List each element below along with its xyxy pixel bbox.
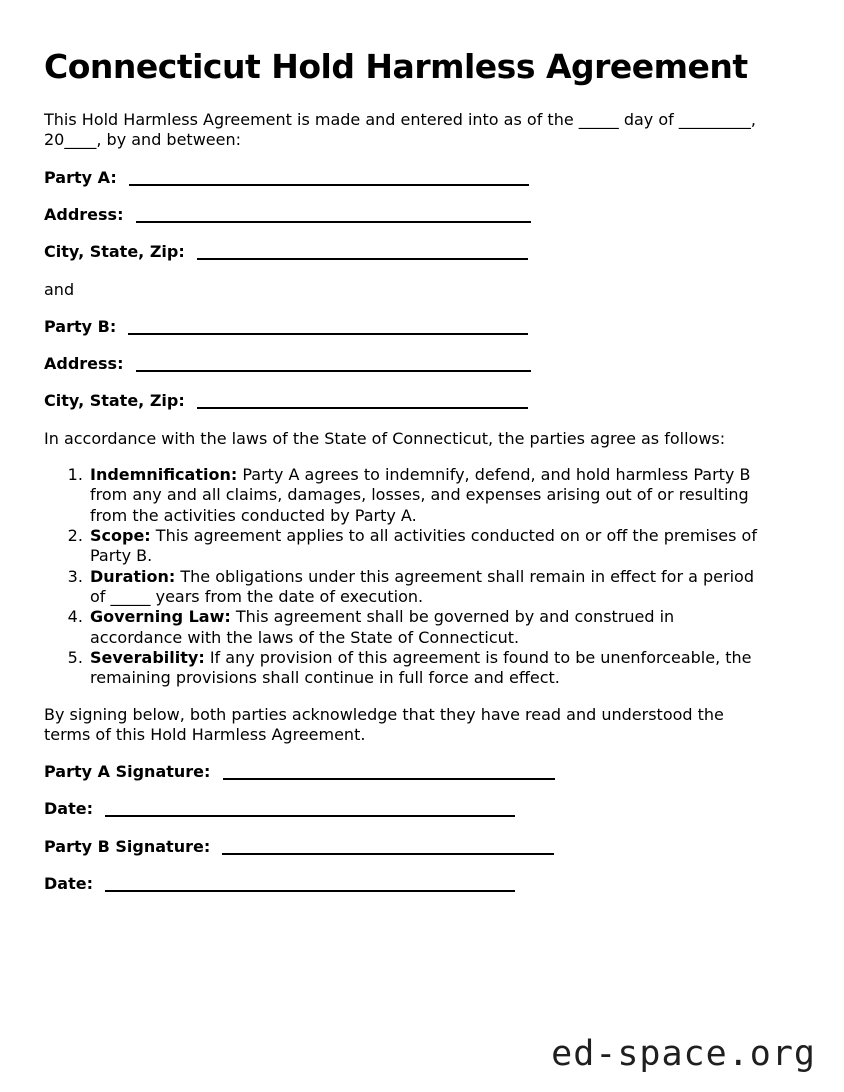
party-b-signature-row xyxy=(44,837,766,857)
date-blank-line-2[interactable] xyxy=(105,877,515,892)
party-b-city-state-zip-row xyxy=(44,391,766,411)
party-b-name-row xyxy=(44,317,766,337)
clause-item-severability xyxy=(88,648,766,689)
conjunction-text: and xyxy=(44,279,75,299)
party-a-city-state-zip-blank-line[interactable] xyxy=(197,245,528,260)
party-a-name-label: Party A: xyxy=(44,167,117,187)
date-row-1 xyxy=(44,799,766,819)
clause-text: This agreement shall be governed by and construed in accordance with the laws of the State of Connecticut. xyxy=(90,607,675,647)
clause-list xyxy=(44,465,766,688)
intro-paragraph: This Hold Harmless Agreement is made and entered into as of the _____ day of _________, 20____, by and between: xyxy=(44,109,756,150)
party-a-city-state-zip-row xyxy=(44,242,766,262)
party-b-name-blank-line[interactable] xyxy=(128,320,528,335)
party-b-address-blank-line[interactable] xyxy=(136,357,531,372)
clause-term: Scope: xyxy=(90,526,151,545)
clause-term: Duration: xyxy=(90,566,176,586)
party-a-address-blank-line[interactable] xyxy=(136,208,531,223)
date-row-2 xyxy=(44,874,766,894)
document-title: Connecticut Hold Harmless Agreement xyxy=(44,47,748,86)
clause-term: Indemnification: xyxy=(90,465,238,485)
party-a-signature-row xyxy=(44,762,766,782)
party-a-name-row xyxy=(44,168,766,188)
closing-paragraph: By signing below, both parties acknowledge that they have read and understood the terms of this Hold Harmless Agreement. xyxy=(44,704,724,744)
party-a-city-state-zip-label: City, State, Zip: xyxy=(44,242,185,262)
party-b-signature-blank-line[interactable] xyxy=(222,840,554,855)
clause-text: Party A agrees to indemnify, defend, and hold harmless Party B from any and all claims, damages, losses, and expenses arising out of or resulting from the activities conducted by Party A. xyxy=(90,465,751,525)
footer-watermark: ed-space.org xyxy=(551,1034,816,1074)
party-b-address-label: Address: xyxy=(44,354,124,374)
clause-item-scope xyxy=(88,526,766,567)
party-a-signature-label: Party A Signature: xyxy=(44,762,211,782)
date-label-1: Date: xyxy=(44,799,93,819)
party-a-name-blank-line[interactable] xyxy=(129,170,529,185)
party-a-address-label: Address: xyxy=(44,204,124,224)
clause-term: Governing Law: xyxy=(90,607,231,627)
clause-item-duration xyxy=(88,567,766,608)
clause-item-governing-law xyxy=(88,607,766,648)
party-b-address-row xyxy=(44,354,766,374)
agreement-lead-paragraph: In accordance with the laws of the State of Connecticut, the parties agree as follows: xyxy=(44,428,726,448)
clause-text: If any provision of this agreement is found to be unenforceable, the remaining provisions shall continue in full force and effect. xyxy=(90,647,752,688)
date-label-2: Date: xyxy=(44,874,93,894)
party-b-city-state-zip-blank-line[interactable] xyxy=(197,394,528,409)
date-blank-line-1[interactable] xyxy=(105,802,515,817)
party-b-name-label: Party B: xyxy=(44,316,117,336)
party-a-address-row xyxy=(44,205,766,225)
party-b-signature-label: Party B Signature: xyxy=(44,836,211,856)
clause-text: The obligations under this agreement shall remain in effect for a period of _____ years from the date of execution. xyxy=(90,566,754,606)
party-a-signature-blank-line[interactable] xyxy=(223,765,555,780)
clause-text: This agreement applies to all activities conducted on or off the premises of Party B. xyxy=(90,526,757,566)
clause-item-indemnification xyxy=(88,465,766,526)
party-b-city-state-zip-label: City, State, Zip: xyxy=(44,391,185,411)
clause-term: Severability: xyxy=(90,647,205,667)
